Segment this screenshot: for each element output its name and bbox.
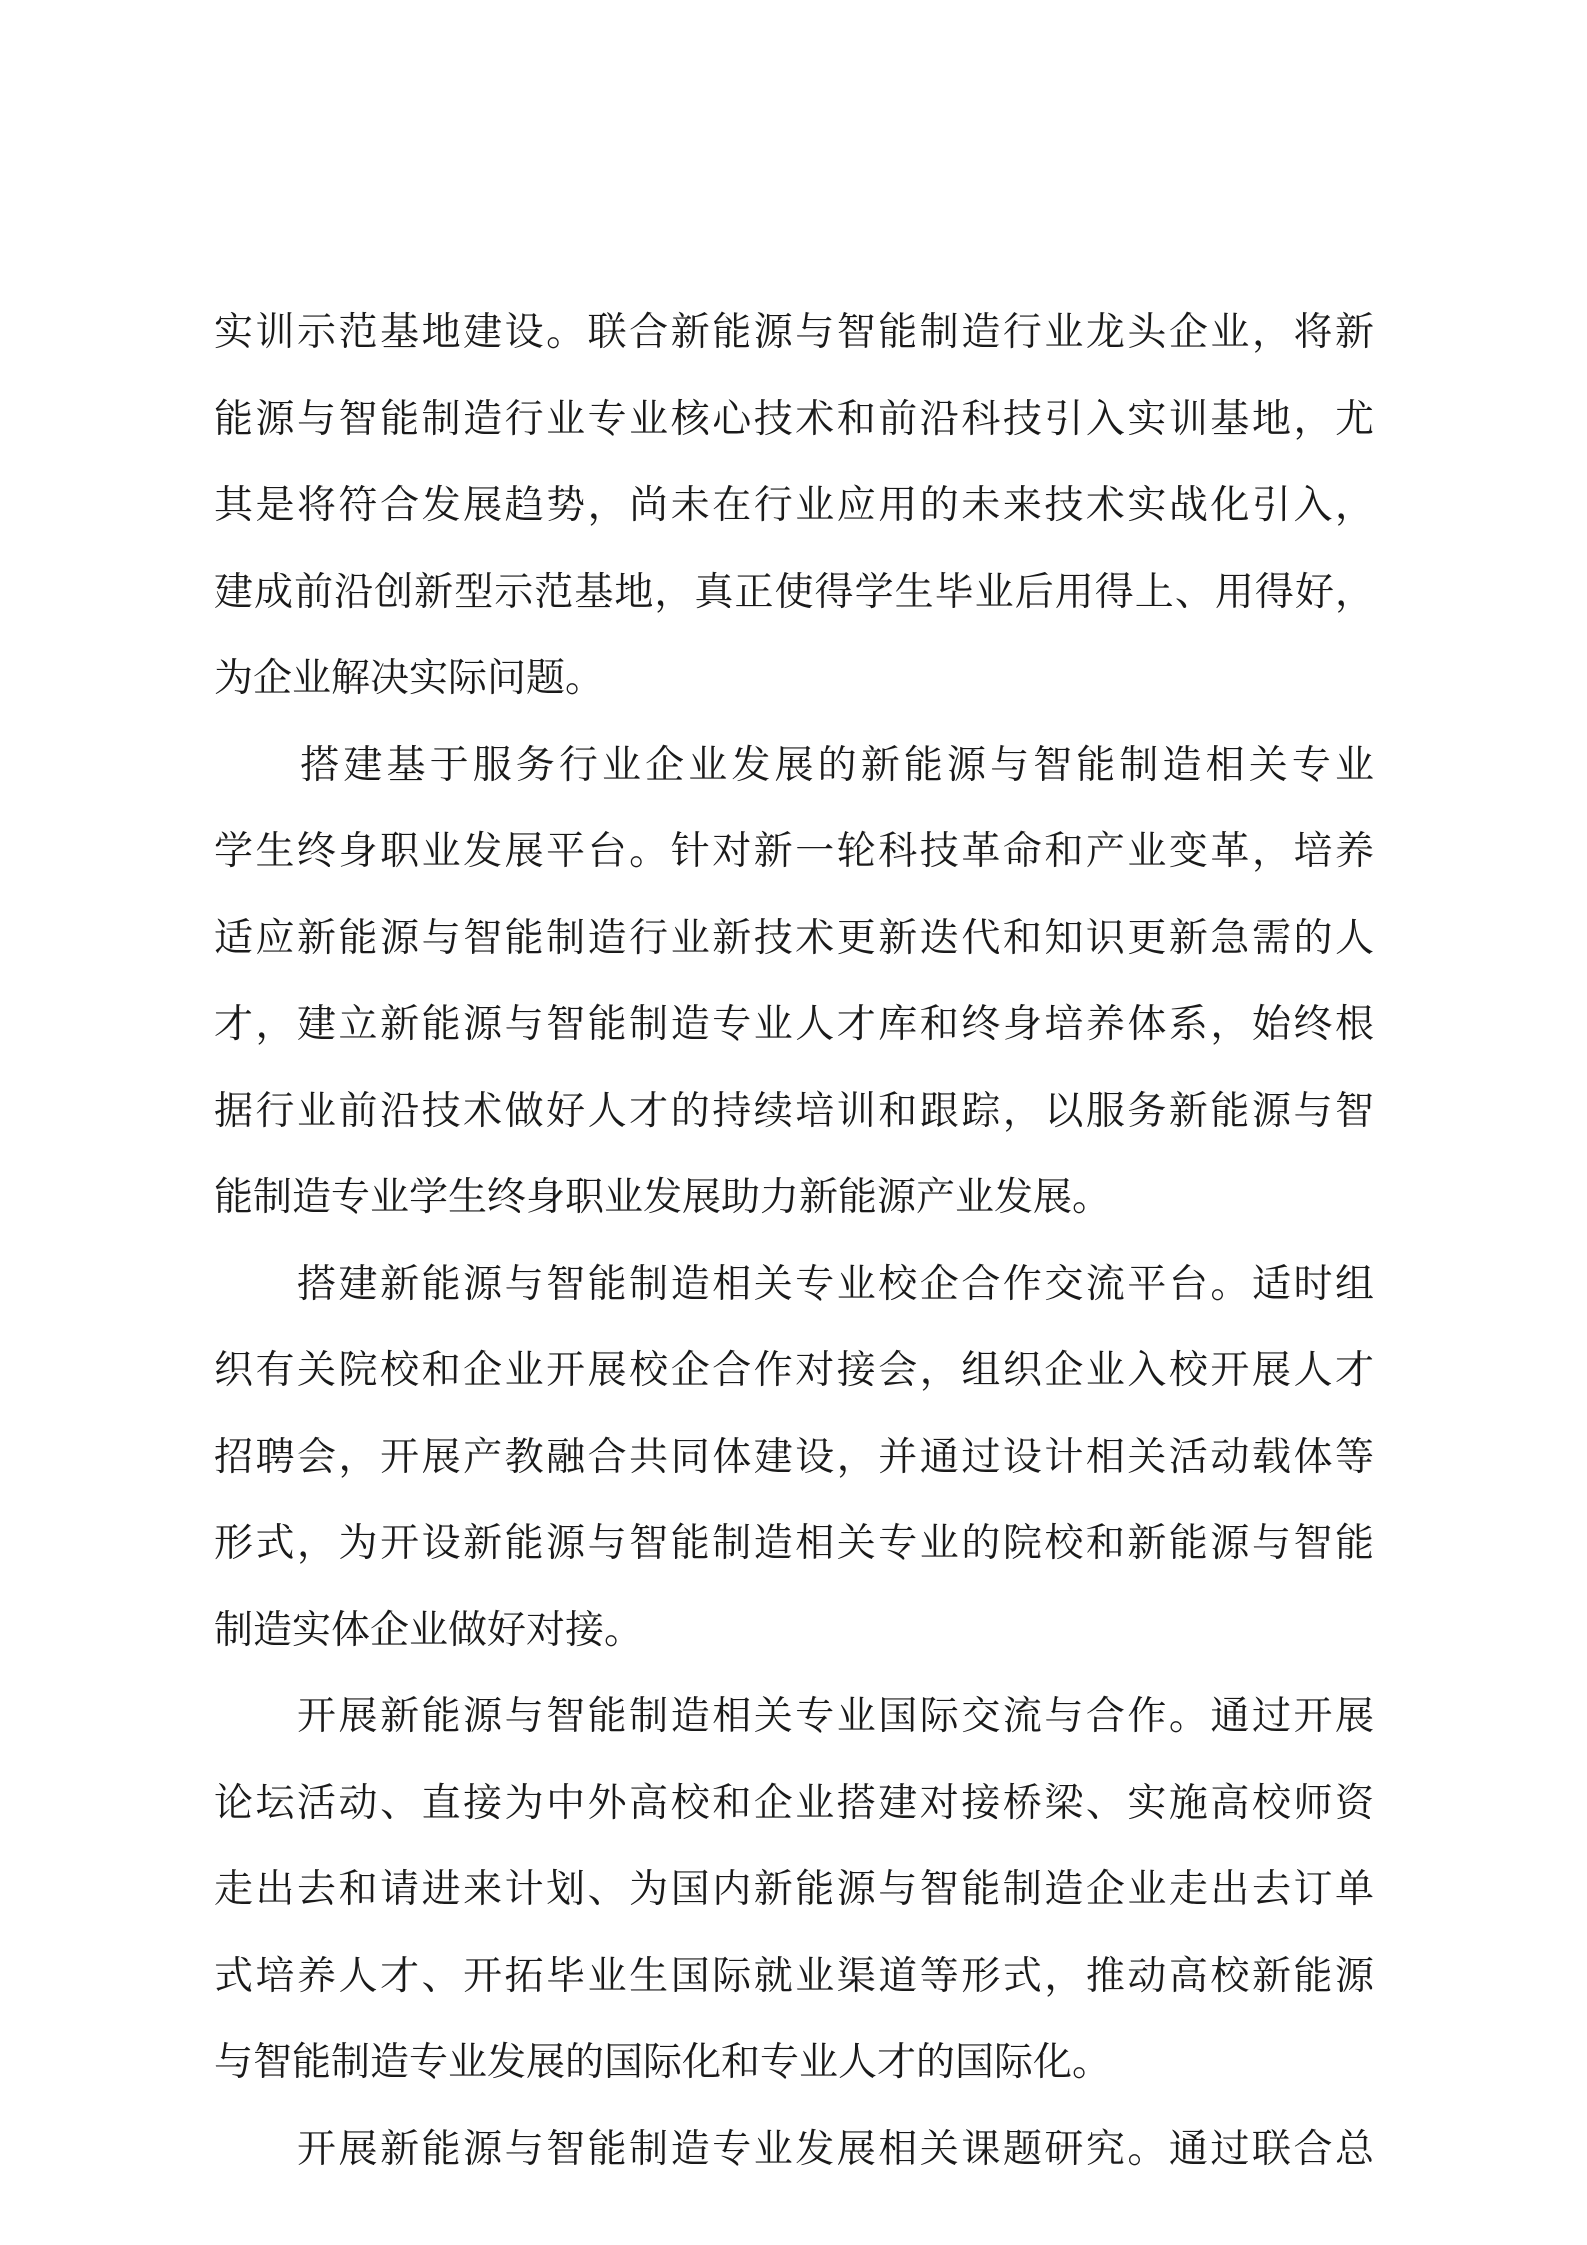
text-line: 适应新能源与智能制造行业新技术更新迭代和知识更新急需的人 (214, 915, 1374, 961)
text-line: 为企业解决实际问题。 (214, 656, 605, 701)
text-line: 论坛活动、直接为中外高校和企业搭建对接桥梁、实施高校师资 (214, 1780, 1374, 1826)
text-line: 式培养人才、开拓毕业生国际就业渠道等形式，推动高校新能源 (214, 1953, 1374, 1999)
text-line: 开展新能源与智能制造专业发展相关课题研究。通过联合总 (214, 2126, 1374, 2172)
text-line: 能制造专业学生终身职业发展助力新能源产业发展。 (214, 1175, 1112, 1220)
text-line: 能源与智能制造行业专业核心技术和前沿科技引入实训基地，尤 (214, 396, 1374, 442)
text-line: 据行业前沿技术做好人才的持续培训和跟踪，以服务新能源与智 (214, 1088, 1374, 1134)
text-line: 搭建基于服务行业企业发展的新能源与智能制造相关专业 (214, 742, 1374, 788)
text-line: 织有关院校和企业开展校企合作对接会，组织企业入校开展人才 (214, 1348, 1374, 1393)
body-text (214, 290, 1374, 2193)
text-line: 开展新能源与智能制造相关专业国际交流与合作。通过开展 (214, 1694, 1374, 1739)
text-line: 制造实体企业做好对接。 (214, 1607, 644, 1653)
text-line: 建成前沿创新型示范基地，真正使得学生毕业后用得上、用得好， (214, 569, 1374, 615)
text-line: 学生终身职业发展平台。针对新一轮科技革命和产业变革，培养 (214, 829, 1374, 874)
text-line: 招聘会，开展产教融合共同体建设，并通过设计相关活动载体等 (214, 1434, 1374, 1480)
text-line: 其是将符合发展趋势，尚未在行业应用的未来技术实战化引入， (214, 483, 1374, 528)
text-line: 走出去和请进来计划、为国内新能源与智能制造企业走出去订单 (214, 1867, 1374, 1912)
text-line: 才，建立新能源与智能制造专业人才库和终身培养体系，始终根 (214, 1002, 1374, 1047)
text-line: 搭建新能源与智能制造相关专业校企合作交流平台。适时组 (214, 1261, 1374, 1307)
text-line: 形式，为开设新能源与智能制造相关专业的院校和新能源与智能 (214, 1521, 1374, 1566)
text-line: 与智能制造专业发展的国际化和专业人才的国际化。 (214, 2040, 1112, 2085)
text-line: 实训示范基地建设。联合新能源与智能制造行业龙头企业，将新 (214, 310, 1374, 355)
